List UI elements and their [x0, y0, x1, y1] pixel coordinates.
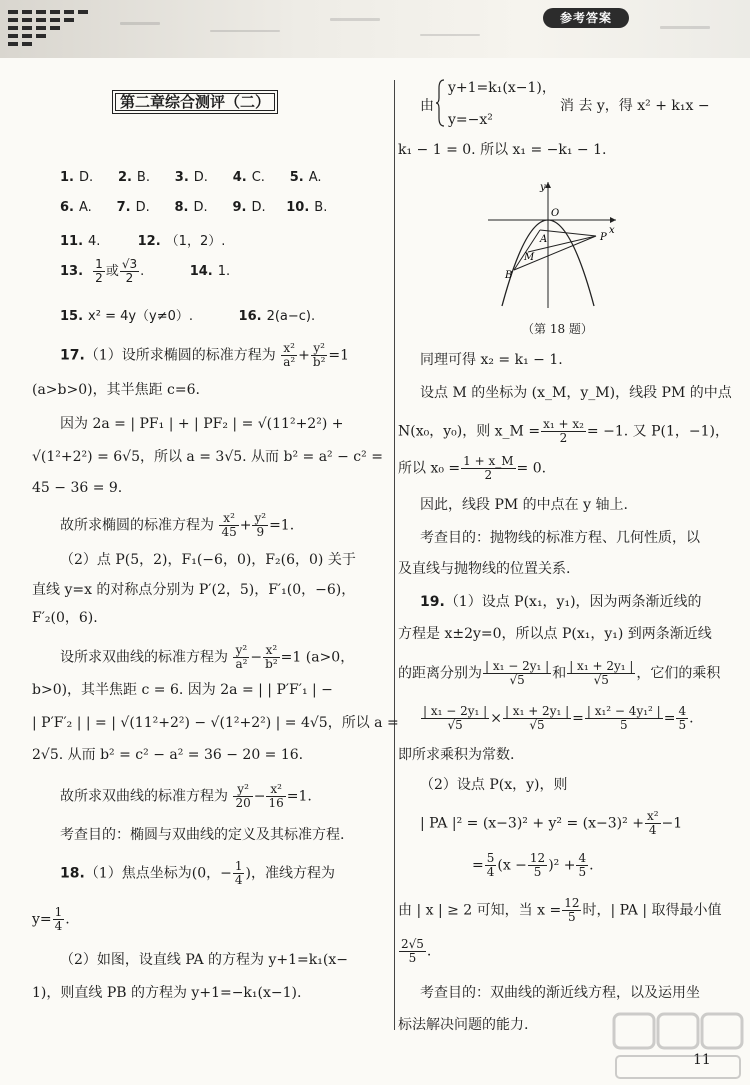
header-band — [0, 0, 750, 58]
fig-label-x: x — [609, 225, 615, 236]
p18-line-2: y= $\frac{1}{4}$ . — [32, 905, 70, 933]
fig-label-y: y — [540, 182, 546, 193]
r-system-eq1: y+1=k₁(x−1)， — [448, 80, 556, 96]
p17-line-10: 设所求双曲线的标准方程为 $\frac{\text{y²}}{\text{a²}}$ − $\frac{\text{x²}}{\text{b²}}$ =1 (a>0， — [60, 643, 355, 671]
brace-icon — [436, 78, 446, 128]
answers-row-4: 13. $\frac{1}{2}$ 或 $\frac{√3}{2}$ . 14. 1. — [60, 257, 231, 285]
r-line-17: = $\frac{5}{4}$ (x − $\frac{12}{5}$ )² + $\frac{4}{5}$ . — [472, 851, 594, 879]
p17-objective: 考查目的：椭圆与双曲线的定义及其标准方程. — [60, 827, 345, 843]
p18-line-3: （2）如图，设直线 PA 的方程为 y+1=k₁(x− — [60, 952, 348, 968]
r-system-eq2: y=−x² — [448, 112, 493, 128]
r-line-11: 方程是 x±2y=0，所以点 P(x₁，y₁) 到两条渐近线 — [398, 626, 712, 642]
r-line-3: 同理可得 x₂ = k₁ − 1. — [420, 352, 563, 368]
p17-line-2: (a>b>0)，其半焦距 c=6. — [32, 382, 200, 398]
r-system-label: 由 — [420, 98, 434, 114]
r-line-19: $\frac{2√5}{5}$ . — [401, 937, 432, 965]
p17-line-14: 故所求双曲线的标准方程为 $\frac{\text{y²}}{20}$ − $\frac{\text{x²}}{16}$ =1. — [60, 782, 312, 810]
page-title: 第二章综合测评（二） — [112, 90, 278, 114]
r-line-15: （2）设点 P(x，y)，则 — [420, 777, 568, 793]
r-line-14: 即所求乘积为常数. — [398, 747, 515, 763]
fig-label-p: P — [600, 232, 607, 243]
fig-label-m: M — [524, 252, 535, 263]
r-line-5: N(x₀，y₀)，则 x_M = $\frac{\text{x₁ + x₂}}{2}$ = −1. 又 P(1，−1)， — [398, 417, 729, 445]
fig-label-a: A — [540, 234, 548, 245]
figure-caption: （第 18 题） — [522, 322, 593, 336]
r-line-1: 消 去 y，得 x² + k₁x − — [560, 98, 710, 114]
p17-line-11: b>0)，其半焦距 c = 6. 因为 2a = | | P′F′₁ | − — [32, 682, 333, 698]
r-line-4: 设点 M 的坐标为 (x_M，y_M)，线段 PM 的中点 — [420, 385, 732, 401]
p17-line-13: 2√5. 从而 b² = c² − a² = 36 − 20 = 16. — [32, 747, 304, 763]
r-objective-18a: 考查目的：抛物线的标准方程、几何性质，以 — [420, 530, 700, 546]
fig-label-o: O — [551, 208, 560, 219]
answers-row-5: 15. x² = 4y（y≠0）. 16. 2(a−c). — [60, 309, 316, 324]
r-objective-19b: 标法解决问题的能力. — [398, 1017, 529, 1033]
p17-line-8: 直线 y=x 的对称点分别为 P′(2，5)，F′₁(0，−6)， — [32, 582, 356, 598]
fig-label-b: B — [505, 270, 513, 281]
r-objective-18b: 及直线与抛物线的位置关系. — [398, 561, 571, 577]
p18-line-1: 18.（1）焦点坐标为(0，− $\frac{1}{4}$ )，准线方程为 — [60, 859, 335, 887]
r-line-13: $\frac{\text{| x₁ − 2y₁ |}}{√5}$ × $\frac{\text{| x₁ + 2y₁ |}}{√5}$ = $\frac{\text{| x₁² − 4y₁² |}}{5}$ = $\frac{4}{5}$ . — [423, 704, 694, 732]
p17-line-1: 17.（1）设所求椭圆的标准方程为 $\frac{\text{x²}}{\text{a²}}$ + $\frac{\text{y²}}{\text{b²}}$ =1 — [60, 341, 350, 369]
r-line-16: | PA |² = (x−3)² + y² = (x−3)² + $\frac{\text{x²}}{4}$ −1 — [420, 809, 683, 837]
r-objective-19a: 考查目的：双曲线的渐近线方程，以及运用坐 — [420, 985, 700, 1001]
r-line-7: 因此，线段 PM 的中点在 y 轴上. — [420, 497, 628, 513]
answer-key-badge: 参考答案 — [543, 8, 629, 28]
r-line-18: 由 | x | ≥ 2 可知，当 x = $\frac{12}{5}$ 时，| PA | 取得最小值 — [398, 896, 722, 924]
answers-row-1: 1. D. 2. B. 3. D. 4. C. 5. A. — [60, 170, 322, 185]
p18-line-4: 1)，则直线 PB 的方程为 y+1=−k₁(x−1). — [32, 985, 302, 1001]
r-line-6: 所以 x₀ = $\frac{1 + x\_M}{2}$ = 0. — [398, 454, 547, 482]
p17-line-9: F′₂(0，6). — [32, 610, 98, 626]
figure-18-parabola — [488, 178, 618, 308]
column-divider — [394, 80, 395, 1030]
p17-line-7: （2）点 P(5，2)，F₁(−6，0)，F₂(6，0) 关于 — [60, 552, 356, 568]
page-number: 11 — [693, 1052, 711, 1068]
p17-line-3: 因为 2a = | PF₁ | + | PF₂ | = √(11²+2²) + — [60, 416, 344, 432]
r-line-10: 19.（1）设点 P(x₁，y₁)，因为两条渐近线的 — [420, 594, 702, 610]
p17-line-5: 45 − 36 = 9. — [32, 480, 123, 496]
answers-row-2: 6. A. 7. D. 8. D. 9. D. 10. B. — [60, 200, 328, 215]
watermark-logo-icon — [610, 1010, 745, 1082]
p17-line-6: 故所求椭圆的标准方程为 $\frac{\text{x²}}{45}$ + $\frac{\text{y²}}{9}$ =1. — [60, 511, 295, 539]
p17-line-12: | P′F′₂ | | = | √(11²+2²) − √(1²+2²) | = 4√5，所以 a = — [32, 715, 399, 731]
r-line-12: 的距离分别为 $\frac{\text{| x₁ − 2y₁ |}}{√5}$ 和 $\frac{\text{| x₁ + 2y₁ |}}{√5}$ ，它们的乘积 — [398, 659, 721, 687]
p17-line-4: √(1²+2²) = 6√5，所以 a = 3√5. 从而 b² = a² − c² = — [32, 449, 383, 465]
answers-row-3: 11. 4. 12. （1，2）. — [60, 234, 226, 249]
r-line-2: k₁ − 1 = 0. 所以 x₁ = −k₁ − 1. — [398, 142, 607, 158]
